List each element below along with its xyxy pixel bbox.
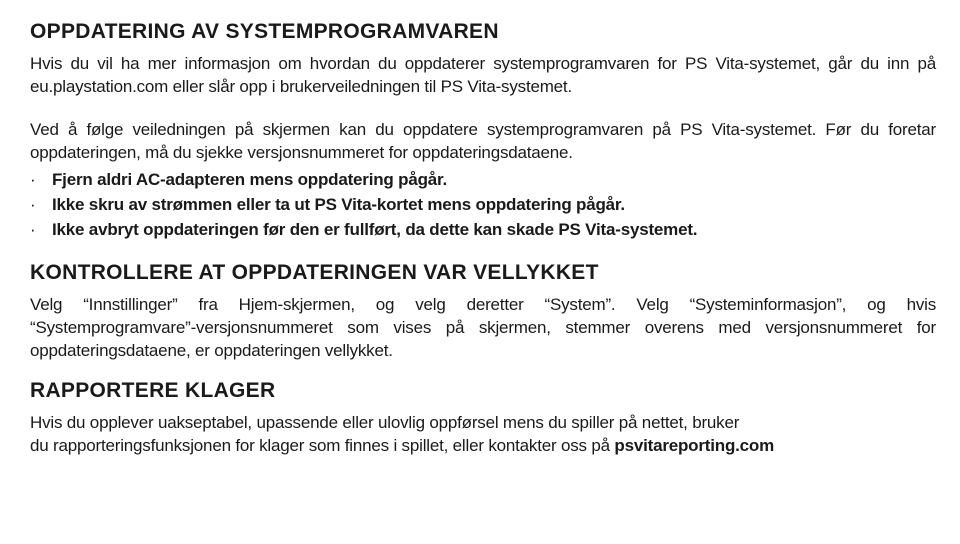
section-heading-verify: KONTROLLERE AT OPPDATERINGEN VAR VELLYKKET: [30, 261, 599, 284]
section-system-update: [30, 19, 936, 242]
paragraph-line: oppdateringsdataene, er oppdateringen vellykket.: [30, 341, 393, 360]
section-report-grief: [30, 378, 936, 457]
paragraph-verify: [30, 293, 936, 362]
list-item: [30, 167, 936, 192]
reporting-url: psvitareporting.com: [614, 436, 775, 455]
list-item: [30, 217, 936, 242]
paragraph-line: eu.playstation.com eller slår opp i brukerveiledningen til PS Vita-systemet.: [30, 77, 572, 96]
paragraph-update-procedure: [30, 118, 936, 164]
section-heading-report: RAPPORTERE KLAGER: [30, 379, 276, 402]
paragraph-line: Hvis du opplever uakseptabel, upassende eller ulovlig oppførsel mens du spiller på nettet, bruker: [30, 413, 740, 432]
paragraph-line: [30, 434, 936, 457]
paragraph-line: “Systemprogramvare”-versjonsnummeret som vises på skjermen, stemmer overens med versjonsnummeret for: [30, 318, 936, 337]
bullet-icon: ·: [30, 195, 36, 214]
list-item-text: Ikke skru av strømmen eller ta ut PS Vita-kortet mens oppdatering pågår.: [52, 195, 625, 214]
paragraph-line: Hvis du vil ha mer informasjon om hvordan du oppdaterer systemprogramvaren for PS Vita-systemet, går du inn på: [30, 54, 936, 73]
section-heading-update: OPPDATERING AV SYSTEMPROGRAMVAREN: [30, 20, 499, 43]
paragraph-line: Velg “Innstillinger” fra Hjem-skjermen, og velg deretter “System”. Velg “Systeminformasjon”, og hvis: [30, 295, 936, 314]
paragraph-update-info: [30, 52, 936, 98]
paragraph-report: [30, 411, 936, 457]
list-item-text: Fjern aldri AC-adapteren mens oppdatering pågår.: [52, 170, 448, 189]
list-item: [30, 192, 936, 217]
paragraph-line: Ved å følge veiledningen på skjermen kan du oppdatere systemprogramvaren på PS Vita-systemet. Før du foretar: [30, 120, 936, 139]
section-verify-update: [30, 260, 936, 362]
paragraph-line: oppdateringen, må du sjekke versjonsnummeret for oppdateringsdataene.: [30, 143, 573, 162]
paragraph-text: du rapporteringsfunksjonen for klager som finnes i spillet, eller kontakter oss på: [30, 436, 615, 455]
bullet-icon: ·: [30, 220, 36, 239]
bullet-icon: ·: [30, 170, 36, 189]
update-warnings-list: [30, 167, 936, 242]
list-item-text: Ikke avbryt oppdateringen før den er fullført, da dette kan skade PS Vita-systemet.: [52, 220, 698, 239]
